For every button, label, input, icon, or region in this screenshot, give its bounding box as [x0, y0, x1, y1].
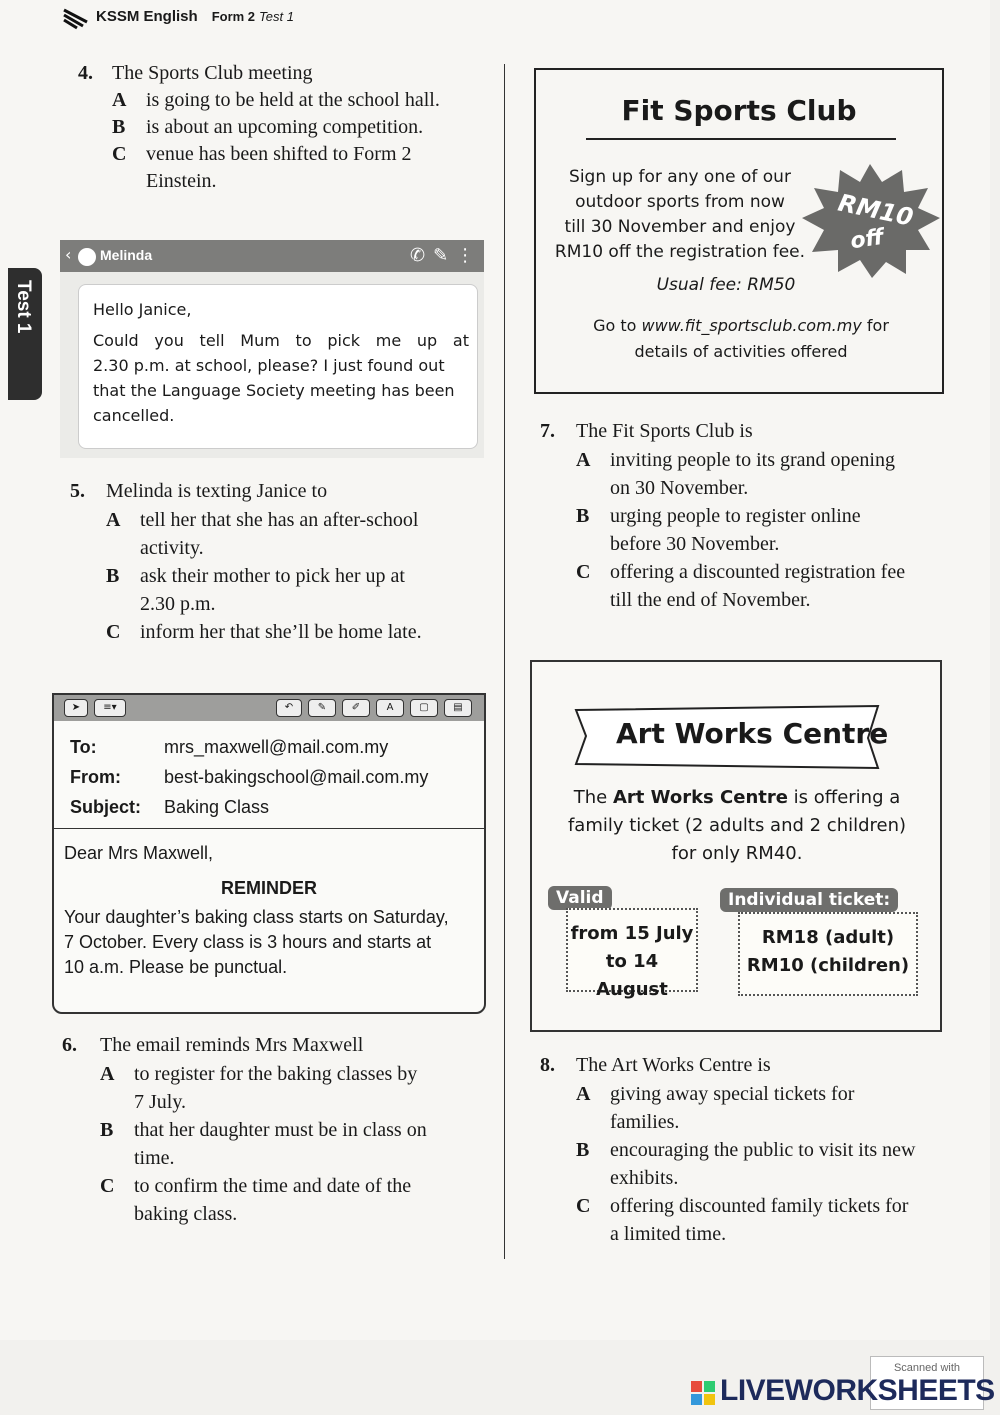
art-works-body: The Art Works Centre is offering a family ticket (2 adults and 2 children) for only RM40.: [567, 787, 907, 864]
header-test: Test 1: [259, 9, 294, 24]
fit-sports-website-line: Go to www.fit_sportsclub.com.my for details of activities offered: [593, 316, 889, 361]
publisher-logo-icon: [63, 8, 89, 30]
chat-contact-name: Melinda: [100, 247, 153, 263]
phone-attach-menu-icons: ✆✎⋮: [410, 245, 483, 266]
question-4: 4. The Sports Club meeting A is going to be held at the school hall. B is about an upcoming competition. C venue has been shifted to Form 2 Einstein.: [78, 62, 440, 192]
individual-ticket-tag: Individual ticket:: [720, 888, 898, 912]
email-window: ➤ ≡▾ ↶ ✎ ✐ A ▢ ▤ To: mrs_maxwell@mail.com.my From: best-bakingschool@mail.com.my Subject: Baking Class Dear Mrs Maxwell, REMINDER Your daughter’s baking class starts on Saturday, 7 October. Every class is 3 hours and starts at 10 a.m. Please be punctual.: [52, 693, 486, 1014]
email-from-label: From:: [70, 767, 121, 787]
liveworksheets-brand: LIVEWORKSHEETS: [720, 1374, 995, 1407]
usual-fee: Usual fee: RM50: [656, 275, 796, 295]
burst-text-line1: RM10: [835, 188, 916, 232]
discount-burst-icon: [798, 160, 943, 280]
fit-sports-title: Fit Sports Club: [621, 94, 857, 127]
email-divider: [54, 828, 484, 829]
send-icon[interactable]: ➤: [64, 699, 88, 717]
individual-ticket-box: RM18 (adult) RM10 (children): [738, 912, 918, 996]
email-from-value: best-bakingschool@mail.com.my: [164, 767, 429, 787]
question-6: 6. The email reminds Mrs Maxwell A to register for the baking classes by 7 July. B that her daughter must be in class on time. C to confirm the time and date of the baking class.: [62, 1034, 427, 1225]
email-to-value: mrs_maxwell@mail.com.my: [164, 737, 389, 757]
back-arrow-icon: ‹: [65, 245, 72, 264]
fit-sports-body: Sign up for any one of our outdoor sports from now till 30 November and enjoy RM10 off the registration fee.: [554, 167, 806, 262]
undo-icon[interactable]: ↶: [276, 699, 302, 717]
document-icon[interactable]: ▤: [444, 699, 472, 717]
edit-icon[interactable]: ✐: [342, 699, 370, 717]
column-divider: [504, 64, 505, 1259]
liveworksheets-logo-icon: [690, 1380, 716, 1406]
art-works-title: Art Works Centre: [616, 717, 889, 750]
avatar: [78, 248, 96, 266]
fit-sports-url[interactable]: www.fit_sportsclub.com.my: [641, 316, 862, 335]
chat-bubble: Hello Janice, Could you tell Mum to pick me up at 2.30 p.m. at school, please? I just found out that the Language Society meeting has been cancelled.: [78, 284, 478, 449]
window-icon[interactable]: ▢: [410, 699, 438, 717]
chat-header-bar: [60, 240, 484, 272]
email-toolbar: [54, 695, 484, 721]
question-4-stem: The Sports Club meeting: [112, 62, 313, 84]
title-underline: [586, 138, 896, 140]
header-brand: KSSM English: [96, 8, 198, 25]
art-works-centre-notice: [530, 660, 942, 1032]
question-8: 8. The Art Works Centre is A giving away special tickets for families. B encouraging the public to visit its new exhibits. C offering discounted family tickets for a limited time.: [540, 1054, 916, 1245]
valid-tag: Valid: [548, 886, 612, 910]
email-subject-label: Subject:: [70, 797, 142, 817]
email-subject-value: Baking Class: [164, 797, 270, 817]
header-form: Form 2: [211, 9, 256, 24]
chat-message-panel: [60, 240, 484, 458]
question-7: 7. The Fit Sports Club is A inviting people to its grand opening on 30 November. B urging people to register online before 30 November. C offering a discounted registration fee till the end of November.: [540, 420, 906, 611]
email-greeting: Dear Mrs Maxwell,: [64, 843, 214, 863]
test-side-tab: Test 1: [8, 268, 42, 400]
email-to-label: To:: [70, 737, 97, 757]
burst-text-line2: off: [848, 224, 886, 255]
page-header: [96, 8, 294, 25]
text-icon[interactable]: A: [376, 699, 404, 717]
valid-dates-box: from 15 July to 14 August: [566, 908, 698, 992]
attach-icon[interactable]: ✎: [308, 699, 336, 717]
email-heading: REMINDER: [220, 878, 317, 898]
fit-sports-club-notice: [534, 68, 944, 394]
scanned-with-badge: Scanned with: [870, 1356, 984, 1410]
format-menu-icon[interactable]: ≡▾: [94, 699, 126, 717]
question-5: 5. Melinda is texting Janice to A tell her that she has an after-school activity. B ask their mother to pick her up at 2.30 p.m. C inform her that she’ll be home late.: [70, 480, 422, 643]
